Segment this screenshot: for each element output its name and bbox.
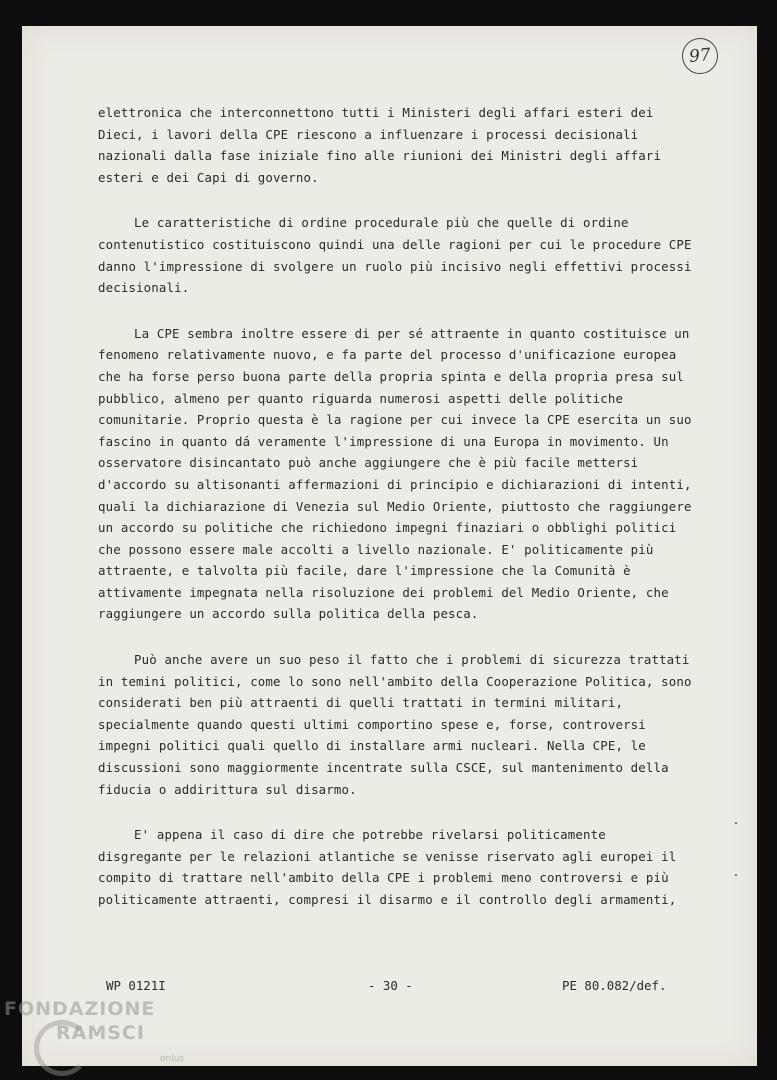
footer-reference: WP 0121I [106,978,166,993]
text-line: osservatore disincantato può anche aggiungere che è più facile mettersi [98,455,639,471]
text-line: che ha forse perso buona parte della propria spinta e della propria presa sul [98,368,684,384]
text-line: quali la dichiarazione di Venezia sul Medio Oriente, piuttosto che raggiungere [98,498,692,514]
footer-page-number: - 30 - [368,978,413,993]
text-line: nazionali dalla fase iniziale fino alle riunioni dei Ministri degli affari [98,148,662,164]
body-text [98,102,692,935]
page-number-stamp: 97 [680,36,720,76]
text-line: danno l'impressione di svolgere un ruolo più incisivo negli effettivi processi [98,258,692,274]
margin-mark [735,822,737,824]
text-line: impegni politici quali quello di installare armi nucleari. Nella CPE, le [98,738,646,754]
paragraph [98,824,677,910]
watermark-line3: onlus [160,1054,185,1064]
paragraph [98,102,662,188]
document-page [22,26,757,1066]
text-line: fiducia o addirittura sul disarmo. [98,781,357,797]
text-line: in temini politici, come lo sono nell'ambito della Cooperazione Politica, sono [98,673,692,689]
text-line: Può anche avere un suo peso il fatto che i problemi di sicurezza trattati [134,652,690,668]
text-line: compito di trattare nell'ambito della CPE i problemi meno controversi e più [98,870,669,886]
watermark-line1: FONDAZIONE [4,998,156,1020]
text-line: fenomeno relativamente nuovo, e fa parte del processo d'unificazione europea [98,347,677,363]
watermark-line2: RAMSCI [56,1022,145,1044]
text-line: considerati ben più attraenti di quelli trattati in termini militari, [98,695,624,711]
text-line: discussioni sono maggiormente incentrate sulla CSCE, sul mantenimento della [98,760,669,776]
text-line: specialmente quando questi ultimi comportino spese e, forse, controversi [98,716,646,732]
text-line: esteri e dei Capi di governo. [98,169,319,185]
paragraph [98,649,692,800]
text-line: politicamente attraenti, compresi il disarmo e il controllo degli armamenti, [98,892,677,907]
text-line: che possono essere male accolti a livello nazionale. E' politicamente più [98,541,654,557]
text-line: pubblico, almeno per quanto riguarda numerosi aspetti delle politiche [98,390,624,406]
paragraph [98,212,692,298]
text-line: Dieci, i lavori della CPE riescono a influenzare i processi decisionali [98,126,639,142]
margin-mark [735,874,737,876]
footer-document-code: PE 80.082/def. [562,978,667,993]
text-line: disgregante per le relazioni atlantiche se venisse riservato agli europei il [98,848,677,864]
text-line: attraente, e talvolta più facile, dare l'impressione che la Comunità è [98,563,631,579]
text-line: un accordo su politiche che richiedono impegni finaziari o obblighi politici [98,520,677,536]
text-line: La CPE sembra inoltre essere di per sé attraente in quanto costituisce un [134,325,690,341]
text-line: attivamente impegnata nella risoluzione dei problemi del Medio Oriente, che [98,584,669,600]
text-line: raggiungere un accordo sulla politica della pesca. [98,606,479,622]
text-line: elettronica che interconnettono tutti i Ministeri degli affari esteri dei [98,105,654,120]
text-line: comunitarie. Proprio questa è la ragione per cui invece la CPE esercita un suo [98,412,692,428]
text-line: fascino in quanto dá veramente l'impressione di una Europa in movimento. Un [98,433,669,449]
text-line: decisionali. [98,280,190,296]
text-line: d'accordo su altisonanti affermazioni di principio e dichiarazioni di intenti, [98,476,692,492]
text-line: E' appena il caso di dire che potrebbe rivelarsi politicamente [134,827,606,843]
paragraph [98,323,692,625]
text-line: contenutistico costituiscono quindi una delle ragioni per cui le procedure CPE [98,236,692,252]
watermark-logo [4,998,194,1078]
text-line: Le caratteristiche di ordine procedurale più che quelle di ordine [134,215,629,231]
